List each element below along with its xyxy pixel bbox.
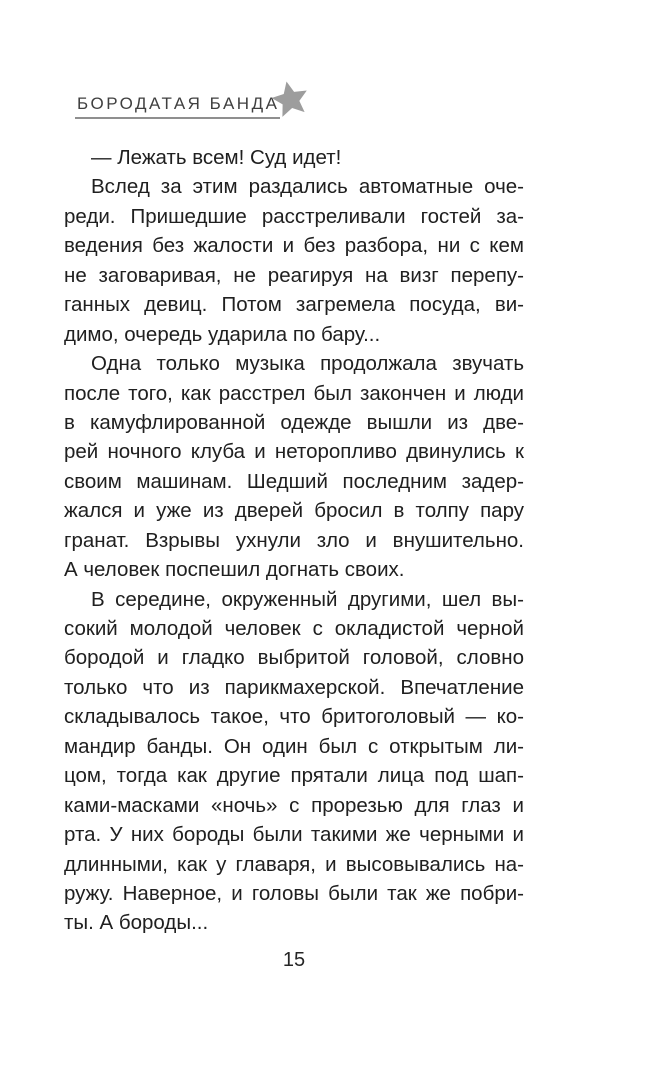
text-line: жался и уже из дверей бросил в толпу пару	[64, 499, 524, 523]
text-line: ками-масками «ночь» с прорезью для глаз и	[64, 793, 524, 817]
text-line: сокий молодой человек с окладистой черной	[64, 617, 524, 640]
text-line: своим машинам. Шедший последним задер-	[64, 469, 524, 493]
text-line: рта. У них бороды были такими же черными и	[64, 823, 524, 847]
text-line: Одна только музыка продолжала звучать	[91, 352, 524, 376]
text-line: ружу. Наверное, и головы были так же побри-	[64, 881, 524, 905]
paragraph	[64, 349, 524, 585]
page-number: 15	[282, 949, 306, 971]
text-line: длинными, как у главаря, и высовывались на-	[64, 852, 524, 876]
text-line: В середине, окруженный другими, шел вы-	[91, 587, 524, 611]
header-title: БОРОДАТАЯ БАНДА	[77, 94, 280, 113]
text-line: ты. А бороды...	[64, 911, 209, 935]
text-line: рей ночного клуба и неторопливо двинулись к	[64, 440, 524, 464]
text-line: складывалось такое, что бритоголовый — ко-	[64, 705, 524, 729]
text-line: А человек поспешил догнать своих.	[64, 558, 405, 582]
paragraph	[64, 143, 524, 172]
text-line: димо, очередь ударила по бару...	[64, 322, 381, 346]
text-line: после того, как расстрел был закончен и люди	[64, 381, 524, 405]
text-line: ведения без жалости и без разбора, ни с кем	[64, 234, 524, 258]
text-line: цом, тогда как другие прятали лица под шап-	[64, 764, 524, 788]
body-text	[64, 143, 524, 938]
text-line: ганных девиц. Потом загремела посуда, ви-	[64, 293, 524, 317]
text-line: гранат. Взрывы ухнули зло и внушительно.	[64, 528, 524, 552]
paragraph	[64, 172, 524, 349]
running-header	[77, 94, 279, 124]
text-line: мандир банды. Он один был с открытым ли-	[64, 734, 524, 758]
text-line: только что из парикмахерской. Впечатление	[64, 675, 524, 699]
text-line: не заговаривая, не реагируя на визг перепу-	[64, 263, 524, 287]
paragraph	[64, 585, 524, 938]
text-line: бородой и гладко выбритой головой, словно	[64, 646, 524, 670]
text-line: реди. Пришедшие расстреливали гостей за-	[64, 204, 524, 228]
text-line: — Лежать всем! Суд идет!	[91, 146, 342, 169]
header-underline	[75, 117, 280, 119]
text-line: в камуфлированной одежде вышли из две-	[64, 410, 524, 434]
star-icon	[269, 78, 311, 119]
text-line: Вслед за этим раздались автоматные оче-	[91, 175, 524, 199]
